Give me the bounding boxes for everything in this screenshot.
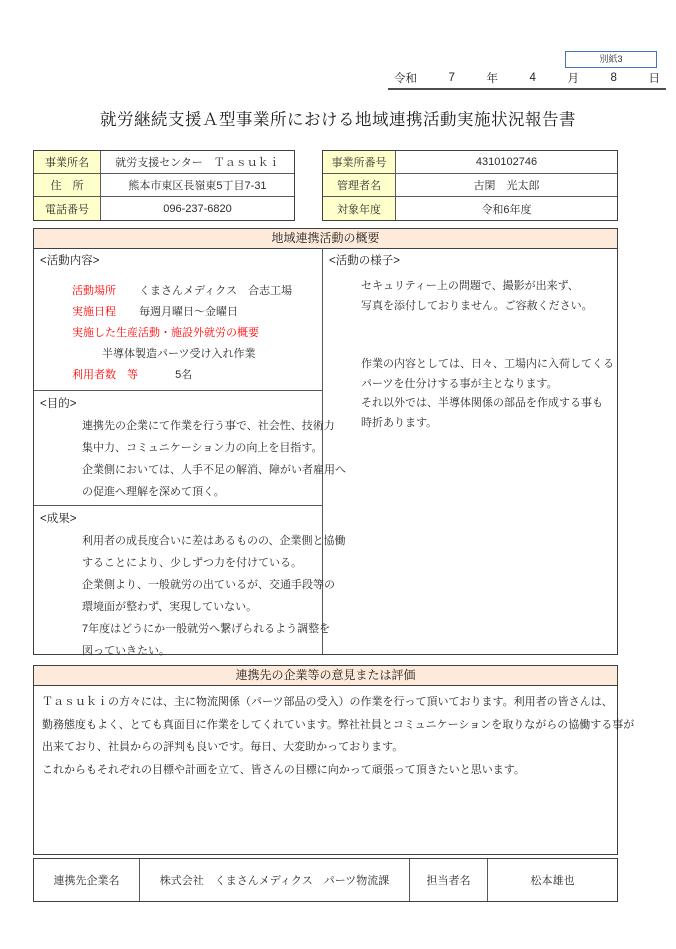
date-month: 4 — [529, 72, 536, 84]
office-name-label: 事業所名 — [34, 151, 101, 174]
evaluation-line: Ｔａｓｕｋｉの方々には、主に物流関係（パーツ部品の受入）の作業を行って頂いております。利用者の皆さんは、 — [42, 696, 613, 708]
purpose-heading: <目的> — [40, 398, 77, 410]
evaluation-section-header: 連携先の企業等の意見または評価 — [33, 665, 618, 686]
results-heading: <成果> — [40, 513, 77, 525]
partner-company-table — [33, 858, 618, 902]
date-year: 7 — [448, 72, 455, 84]
overview-section-header: 地域連携活動の概要 — [33, 228, 618, 249]
office-name-value: 就労支援センター Ｔａｓｕｋｉ — [101, 151, 294, 174]
activity-location-label: 活動場所 — [72, 285, 116, 297]
partner-company-label: 連携先企業名 — [34, 859, 140, 901]
purpose-cell — [34, 391, 346, 506]
purpose-line: の促進へ理解を深めて頂く。 — [82, 486, 225, 498]
date-year-unit: 年 — [486, 73, 498, 85]
activity-content-cell — [34, 248, 322, 391]
office-info-table — [33, 150, 295, 221]
date-era: 令和 — [394, 73, 417, 85]
partner-company-value: 株式会社 くまさんメディクス パーツ物流課 — [140, 859, 410, 901]
activity-schedule-label: 実施日程 — [72, 306, 116, 318]
phone-value: 096-237-6820 — [163, 202, 232, 215]
office-meta-table — [322, 150, 618, 221]
purpose-text — [40, 415, 346, 503]
results-text — [40, 530, 346, 662]
results-cell — [34, 506, 346, 666]
appearance-line — [329, 336, 614, 356]
appearance-line: セキュリティー上の問題で、撮影が出来ず、 — [361, 280, 579, 292]
date-month-unit: 月 — [567, 73, 579, 85]
results-line: 利用者の成長度合いに差はあるものの、企業側と協働 — [82, 535, 346, 547]
manager-value: 古閑 光太郎 — [396, 174, 617, 197]
contact-person-label: 担当者名 — [410, 859, 488, 901]
office-number-value: 4310102746 — [396, 151, 617, 174]
appearance-line: 時折あります。 — [361, 416, 438, 429]
activity-location-row — [40, 281, 316, 302]
purpose-line: 連携先の企業にて作業を行う事で、社会性、技術力 — [82, 420, 335, 432]
results-line: 企業側より、一般就労の出ているが、交通手段等の — [82, 579, 335, 591]
activity-users-value: 5名 — [175, 369, 193, 381]
appearance-text — [329, 277, 614, 433]
address-value: 熊本市東区長嶺東5丁目7-31 — [101, 174, 294, 197]
report-date — [388, 70, 666, 90]
appearance-line: 写真を添付しておりません。ご容赦ください。 — [361, 299, 593, 312]
evaluation-line: 出来ており、社員からの評判も良いです。毎日、大変助かっております。 — [42, 741, 404, 753]
activity-users-row — [40, 365, 316, 386]
results-line: 図っていきたい。 — [82, 645, 170, 657]
results-line: 7年度はどうにか一般就労へ繋げられるよう調整を — [82, 623, 331, 635]
activity-production-value: 半導体製造パーツ受け入れ作業 — [102, 348, 256, 360]
appearance-line: それ以外では、半導体関係の部品を作成する事も — [361, 397, 603, 409]
appearance-line: 作業の内容としては、日々、工場内に入荷してくる — [361, 358, 614, 370]
evaluation-line: これからもそれぞれの目標や計画を立て、皆さんの目標に向かって頑張って頂きたいと思います。 — [42, 763, 525, 776]
date-day: 8 — [610, 72, 617, 84]
appearance-heading: <活動の様子> — [329, 255, 400, 267]
evaluation-line: 勤務態度もよく、とても真面目に作業をしてくれています。弊社社員とコミュニケーションを取りながらの協働する事が — [42, 718, 635, 731]
address-label: 住 所 — [34, 174, 101, 197]
overview-body — [33, 248, 618, 655]
activity-users-label: 利用者数 等 — [72, 369, 138, 381]
activity-production-value-row — [40, 344, 316, 365]
target-year-label: 対象年度 — [323, 197, 396, 220]
attachment-label: 別紙3 — [565, 51, 657, 68]
appearance-line — [329, 316, 614, 336]
date-day-unit: 日 — [648, 73, 660, 85]
activity-production-label-row — [40, 323, 316, 344]
contact-person-value: 松本雄也 — [530, 875, 575, 887]
activity-schedule-value: 毎週月曜日～金曜日 — [139, 306, 239, 318]
target-year-value: 令和6年度 — [481, 203, 532, 216]
activity-location-value: くまさんメディクス 合志工場 — [139, 285, 293, 297]
purpose-line: 集中力、コミュニケーション力の向上を目指す。 — [82, 442, 323, 454]
results-line: 環境面が整わず、実現していない。 — [82, 601, 258, 613]
evaluation-body — [33, 686, 635, 855]
office-number-label: 事業所番号 — [323, 151, 396, 174]
activity-production-label: 実施した生産活動・施設外就労の概要 — [72, 327, 259, 339]
results-line: することにより、少しずつ力を付けている。 — [82, 557, 302, 569]
overview-left-column — [34, 248, 346, 657]
activity-heading: <活動内容> — [40, 255, 100, 267]
appearance-line: パーツを仕分けする事が主となります。 — [361, 377, 558, 390]
phone-label: 電話番号 — [34, 197, 101, 220]
page-title: 就労継続支援Ａ型事業所における地域連携活動実施状況報告書 — [100, 111, 576, 129]
activity-schedule-row — [40, 302, 316, 323]
activity-rows — [40, 281, 316, 386]
manager-label: 管理者名 — [323, 174, 396, 197]
purpose-line: 企業側においては、人手不足の解消、障がい者雇用へ — [82, 464, 346, 476]
appearance-cell — [323, 248, 620, 654]
